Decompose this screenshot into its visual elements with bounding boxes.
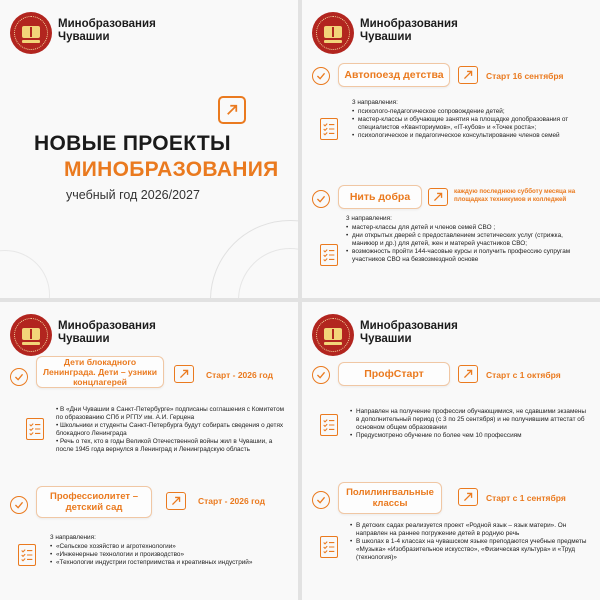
project-start-date: Старт с 1 октября bbox=[486, 370, 561, 380]
checklist-icon bbox=[320, 536, 338, 558]
brand-line-2: Чувашии bbox=[360, 31, 412, 43]
list-item: • Направлен на получение профессии обучающимися, не сдавшими экзамены в дополнительный период (с 3 по 25 сентября) и не получившим аттестат об основном общем образовании bbox=[350, 408, 590, 431]
projects-panel-4 bbox=[302, 302, 600, 600]
project-title-polilingual: Полилингвальные классы bbox=[338, 482, 442, 514]
project-start-date: Старт - 2026 год bbox=[198, 496, 265, 506]
external-link-icon bbox=[166, 492, 186, 510]
project-title-nit-dobra: Нить добра bbox=[338, 185, 422, 209]
page-title: НОВЫЕ ПРОЕКТЫ bbox=[34, 132, 231, 155]
list-item: • В «Дни Чувашии в Санкт-Петербурге» подписаны соглашения с Комитетом по образованию СПб и РГПУ им. А.И. Герцена bbox=[56, 406, 285, 421]
list-item: • В детских садах реализуется проект «Родной язык – язык матери». Он направлен на раннее погружение детей в родную речь bbox=[350, 522, 590, 538]
project-title-profstart: ПрофСтарт bbox=[338, 362, 450, 386]
page-title-accent: МИНОБРАЗОВАНИЯ bbox=[64, 158, 279, 181]
project-title-leningrad: Дети блокадного Ленинграда. Дети – узники концлагерей bbox=[36, 356, 164, 388]
projects-panel-3 bbox=[0, 302, 298, 600]
directions-lead: 3 направления: bbox=[352, 99, 398, 106]
brand-line-1: Минобразования bbox=[360, 18, 458, 30]
decor-circle bbox=[0, 250, 50, 298]
project-description bbox=[346, 215, 586, 264]
cover-panel bbox=[0, 0, 298, 298]
projects-panel-2 bbox=[302, 0, 600, 298]
list-item: • Речь о тех, кто в годы Великой Отечественной войны жил в Чувашии, а после 1945 года вернулся в Ленинград и Ленинградскую область bbox=[56, 438, 273, 453]
brand-line-2: Чувашии bbox=[58, 31, 110, 43]
list-item: • «Сельское хозяйство и агротехнологии» bbox=[50, 543, 260, 551]
project-description bbox=[350, 408, 590, 440]
project-title-autopoezd: Автопоезд детства bbox=[338, 63, 450, 87]
external-link-icon bbox=[428, 188, 448, 206]
list-item: • мастер-классы для детей и членов семей СВО ; bbox=[346, 224, 586, 232]
project-description bbox=[352, 99, 588, 140]
external-link-icon bbox=[174, 365, 194, 383]
external-link-icon bbox=[458, 365, 478, 383]
list-item: • дни открытых дверей с предоставлением эстетических услуг (стрижка, маникюр и др.) для детей, жен и матерей участников СВО; bbox=[346, 232, 586, 248]
checklist-icon bbox=[320, 414, 338, 436]
external-link-icon bbox=[218, 96, 246, 124]
external-link-icon bbox=[458, 66, 478, 84]
list-item: • «Технологии индустрии гостеприимства и креативных индустрий» bbox=[50, 559, 260, 567]
check-circle-icon bbox=[312, 491, 330, 509]
project-start-date: Старт с 1 сентября bbox=[486, 493, 566, 503]
ministry-logo bbox=[10, 314, 52, 356]
check-circle-icon bbox=[312, 366, 330, 384]
checklist-icon bbox=[320, 244, 338, 266]
list-item: • Школьники и студенты Санкт-Петербурга будут собирать сведения о детях блокадного Ленинграда bbox=[56, 422, 284, 437]
page-subtitle: учебный год 2026/2027 bbox=[66, 188, 200, 202]
brand-line-2: Чувашии bbox=[58, 333, 110, 345]
brand-line-1: Минобразования bbox=[58, 18, 156, 30]
project-description bbox=[350, 522, 590, 562]
brand-line-1: Минобразования bbox=[58, 320, 156, 332]
directions-lead: 3 направления: bbox=[50, 534, 96, 541]
brand-name bbox=[360, 320, 458, 346]
brand-line-1: Минобразования bbox=[360, 320, 458, 332]
checklist-icon bbox=[18, 544, 36, 566]
check-circle-icon bbox=[312, 67, 330, 85]
external-link-icon bbox=[458, 488, 478, 506]
list-item: • Предусмотрено обучение по более чем 10 профессиям bbox=[350, 432, 590, 440]
list-item: • психолого-педагогическое сопровождение детей; bbox=[352, 108, 588, 116]
list-item: • В школах в 1-4 классах на чувашском языке преподаются учебные предметы «Музыка» «Изобразительное искусство», «Физическая культура» и «Труд (технология)» bbox=[350, 538, 590, 561]
checklist-icon bbox=[320, 118, 338, 140]
project-start-date: Старт - 2026 год bbox=[206, 370, 273, 380]
ministry-logo bbox=[312, 314, 354, 356]
project-start-date: Старт 16 сентября bbox=[486, 71, 564, 81]
list-item: • психологическое и педагогическое консультирование членов семей bbox=[352, 132, 588, 140]
list-item: • «Инженерные технологии и производство» bbox=[50, 551, 260, 559]
brand-name bbox=[58, 320, 156, 346]
list-item: • мастер-классы и обучающие занятия на площадке допобразования от специалистов «Кванториумов», «IT-кубов» и «Точек роста»; bbox=[352, 116, 588, 132]
check-circle-icon bbox=[10, 496, 28, 514]
list-item: • возможность пройти 144-часовые курсы и получить профессию супругам участников СВО на безвозмездной основе bbox=[346, 248, 586, 264]
ministry-logo bbox=[312, 12, 354, 54]
project-start-date: каждую последнюю субботу месяца на площадках техникумов и колледжей bbox=[454, 188, 576, 203]
check-circle-icon bbox=[10, 368, 28, 386]
project-title-professionalitet: Профессиолитет – детский сад bbox=[36, 486, 152, 518]
project-description bbox=[50, 534, 260, 568]
ministry-logo bbox=[10, 12, 52, 54]
brand-name bbox=[360, 18, 458, 44]
directions-lead: 3 направления: bbox=[346, 215, 392, 222]
brand-line-2: Чувашии bbox=[360, 333, 412, 345]
checklist-icon bbox=[26, 418, 44, 440]
project-description bbox=[56, 406, 288, 454]
check-circle-icon bbox=[312, 190, 330, 208]
brand-name bbox=[58, 18, 156, 44]
